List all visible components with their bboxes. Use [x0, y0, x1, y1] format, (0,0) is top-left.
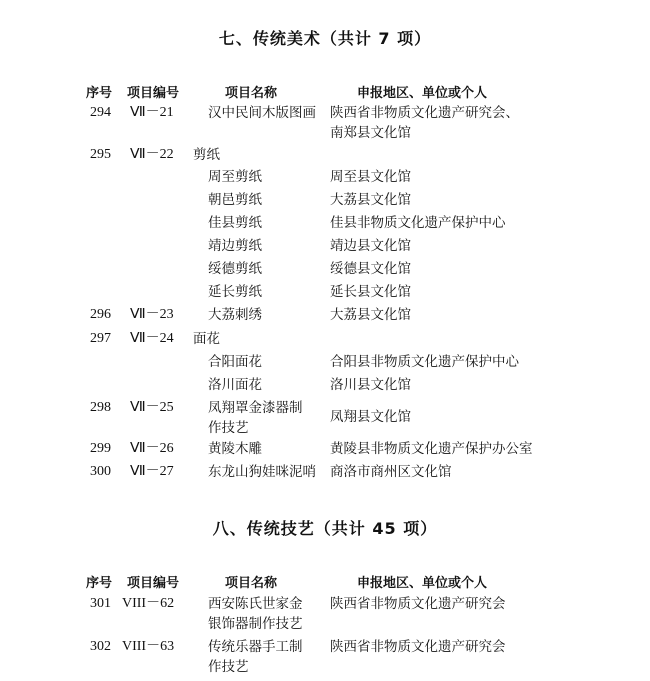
- row-name: 周至剪纸: [208, 169, 262, 185]
- row-name-cont: 作技艺: [208, 659, 249, 675]
- row-unit: 洛川县文化馆: [330, 377, 411, 393]
- row-name: 大荔刺绣: [208, 307, 262, 323]
- row-unit: 周至县文化馆: [330, 169, 411, 185]
- row-code: Ⅶ－26: [130, 441, 174, 456]
- row-code: Ⅶ－23: [130, 307, 174, 322]
- row-code: VIII－63: [122, 639, 175, 654]
- row-name: 黄陵木雕: [208, 441, 262, 457]
- row-unit: 陕西省非物质文化遗产研究会: [330, 639, 506, 655]
- row-unit: 延长县文化馆: [330, 284, 411, 300]
- row-name: 面花: [193, 331, 220, 347]
- row-code: Ⅶ－22: [130, 147, 174, 162]
- header-name: 项目名称: [225, 86, 278, 101]
- row-name-cont: 作技艺: [208, 420, 249, 436]
- row-name: 传统乐器手工制: [208, 639, 303, 655]
- row-unit: 陕西省非物质文化遗产研究会: [330, 596, 506, 612]
- row-unit-cont: 南郑县文化馆: [330, 125, 411, 141]
- row-seq: 299: [90, 441, 111, 456]
- row-name: 靖边剪纸: [208, 238, 262, 254]
- row-unit: 合阳县非物质文化遗产保护中心: [330, 354, 519, 370]
- row-seq: 294: [90, 105, 111, 120]
- row-seq: 301: [90, 596, 111, 611]
- row-unit: 大荔县文化馆: [330, 192, 411, 208]
- row-name: 延长剪纸: [208, 284, 262, 300]
- row-name: 洛川面花: [208, 377, 262, 393]
- header-name: 项目名称: [225, 576, 278, 591]
- row-unit: 商洛市商州区文化馆: [330, 464, 452, 480]
- row-name: 汉中民间木版图画: [208, 105, 316, 121]
- row-unit: 绥德县文化馆: [330, 261, 411, 277]
- row-name: 朝邑剪纸: [208, 192, 262, 208]
- row-name: 佳县剪纸: [208, 215, 262, 231]
- row-name: 凤翔罩金漆器制: [208, 400, 303, 416]
- row-name: 东龙山狗娃咪泥哨: [208, 464, 316, 480]
- row-code: Ⅶ－21: [130, 105, 174, 120]
- row-unit: 佳县非物质文化遗产保护中心: [330, 215, 506, 231]
- row-seq: 297: [90, 331, 111, 346]
- row-name: 剪纸: [193, 147, 220, 163]
- header-unit: 申报地区、单位或个人: [357, 576, 488, 591]
- row-unit: 凤翔县文化馆: [330, 409, 411, 425]
- row-code: Ⅶ－25: [130, 400, 174, 415]
- header-code: 项目编号: [127, 86, 180, 101]
- row-name: 绥德剪纸: [208, 261, 262, 277]
- section-title-8: 八、传统技艺（共计 45 项）: [212, 519, 438, 538]
- row-unit: 陕西省非物质文化遗产研究会、: [330, 105, 519, 121]
- row-code: Ⅶ－27: [130, 464, 174, 479]
- row-seq: 298: [90, 400, 111, 415]
- row-unit: 大荔县文化馆: [330, 307, 411, 323]
- row-unit: 黄陵县非物质文化遗产保护办公室: [330, 441, 533, 457]
- row-name-cont: 银饰器制作技艺: [208, 616, 303, 632]
- row-seq: 302: [90, 639, 111, 654]
- header-code: 项目编号: [127, 576, 180, 591]
- row-name: 合阳面花: [208, 354, 262, 370]
- header-seq: 序号: [86, 576, 113, 591]
- header-unit: 申报地区、单位或个人: [357, 86, 488, 101]
- row-seq: 295: [90, 147, 111, 162]
- row-code: VIII－62: [122, 596, 175, 611]
- row-code: Ⅶ－24: [130, 331, 174, 346]
- row-seq: 296: [90, 307, 111, 322]
- row-name: 西安陈氏世家金: [208, 596, 303, 612]
- row-seq: 300: [90, 464, 111, 479]
- section-title-7: 七、传统美术（共计 7 项）: [218, 29, 432, 48]
- row-unit: 靖边县文化馆: [330, 238, 411, 254]
- header-seq: 序号: [86, 86, 113, 101]
